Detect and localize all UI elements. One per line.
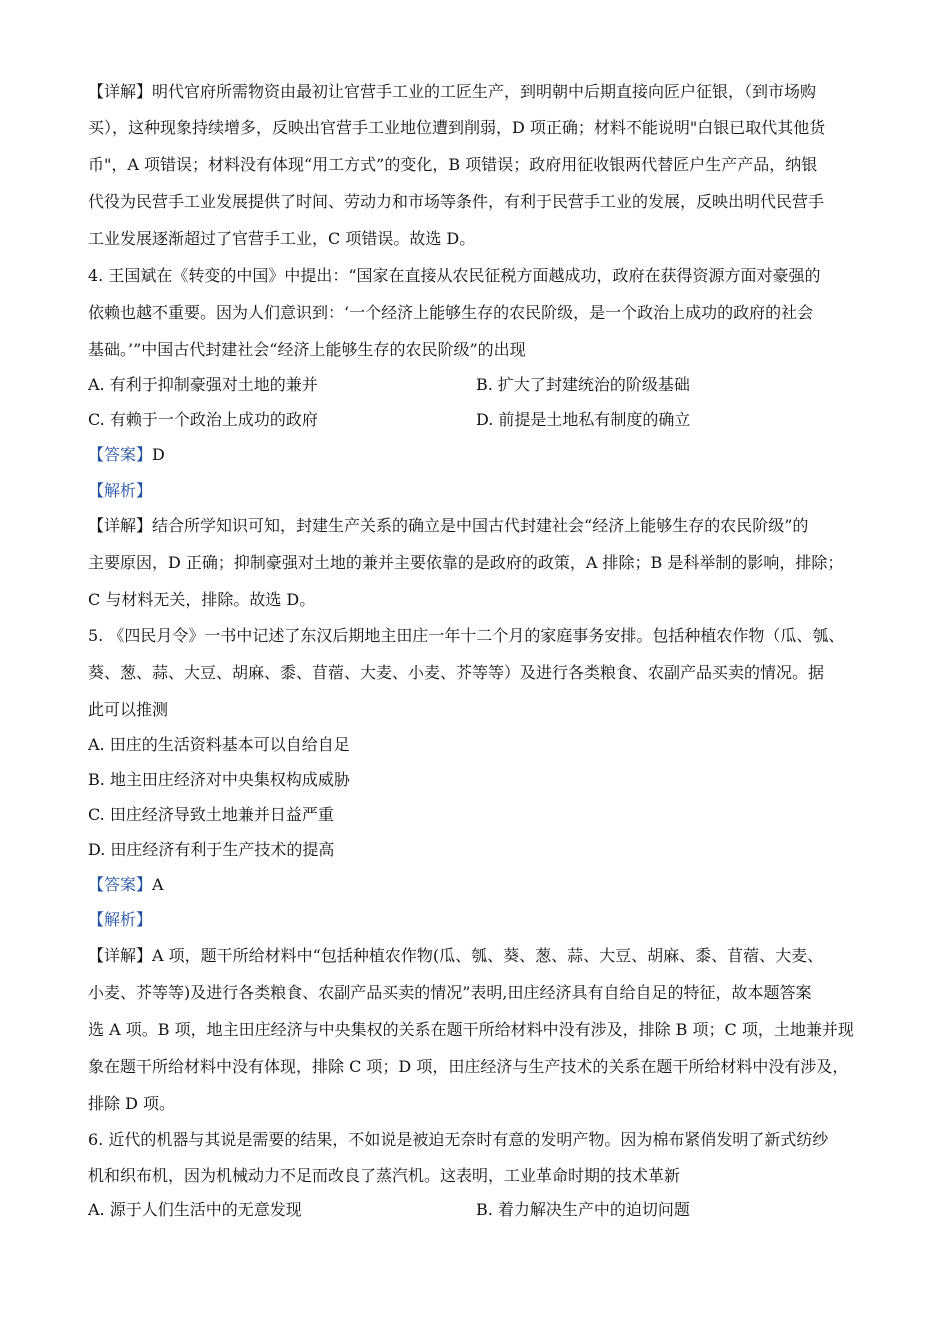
q5-option-d: D. 田庄经济有利于生产技术的提高 xyxy=(88,840,335,859)
q5-detail-line-2: 小麦、芥等等)及进行各类粮食、农副产品买卖的情况”表明,田庄经济具有自给自足的特征，故本题答案 xyxy=(88,983,812,1002)
q3-detail-line-4: 代役为民营手工业发展提供了时间、劳动力和市场等条件，有利于民营手工业的发展，反映出明代民营手 xyxy=(88,192,825,211)
q3-detail-line-2: 买），这种现象持续增多，反映出官营手工业地位遭到削弱，D 项正确；材料不能说明"白银已取代其他货 xyxy=(88,118,826,137)
q3-detail-line-1: 【详解】明代官府所需物资由最初让官营手工业的工匠生产，到明朝中后期直接向匠户征银，（到市场购 xyxy=(88,82,817,101)
q4-stem-line-2: 依赖也越不重要。因为人们意识到：‘一个经济上能够生存的农民阶级，是一个政治上成功的政府的社会 xyxy=(88,303,814,322)
q4-option-d: D. 前提是土地私有制度的确立 xyxy=(476,410,691,429)
q4-detail-line-2: 主要原因，D 正确；抑制豪强对土地的兼并主要依靠的是政府的政策，A 排除；B 是科举制的影响，排除； xyxy=(88,553,844,572)
answer-tag: 【答案】 xyxy=(88,445,153,464)
q4-option-a: A. 有利于抑制豪强对土地的兼并 xyxy=(88,375,318,394)
answer-value: D xyxy=(152,445,165,464)
q5-option-c: C. 田庄经济导致土地兼并日益严重 xyxy=(88,805,334,824)
answer-value: A xyxy=(152,875,164,894)
q5-detail-line-4: 象在题干所给材料中没有体现，排除 C 项；D 项，田庄经济与生产技术的关系在题干所给材料中没有涉及， xyxy=(88,1057,849,1076)
q4-answer xyxy=(88,445,878,465)
detail-tag: 【详解】 xyxy=(88,82,153,101)
q3-detail-line-3: 币"，A 项错误；材料没有体现“用工方式”的变化，B 项错误；政府用征收银两代替匠户生产产品，纳银 xyxy=(88,155,818,174)
q5-analysis-tag: 【解析】 xyxy=(88,910,153,929)
q5-stem-line-2: 葵、葱、蒜、大豆、胡麻、黍、苜蓿、大麦、小麦、芥等等）及进行各类粮食、农副产品买卖的情况。据 xyxy=(88,663,825,682)
q5-detail-line-5: 排除 D 项。 xyxy=(88,1094,176,1113)
q4-stem-line-3: 基础。’”中国古代封建社会“经济上能够生存的农民阶级”的出现 xyxy=(88,340,526,359)
q3-detail-line-5: 工业发展逐渐超过了官营手工业，C 项错误。故选 D。 xyxy=(88,229,476,248)
q4-option-b: B. 扩大了封建统治的阶级基础 xyxy=(476,375,690,394)
q6-stem-line-2: 机和织布机，因为机械动力不足而改良了蒸汽机。这表明，工业革命时期的技术革新 xyxy=(88,1166,681,1185)
q4-detail-line-3: C 与材料无关，排除。故选 D。 xyxy=(88,590,316,609)
q4-option-c: C. 有赖于一个政治上成功的政府 xyxy=(88,410,318,429)
q6-option-b: B. 着力解决生产中的迫切问题 xyxy=(476,1200,690,1219)
q5-detail-line-1: 【详解】A 项，题干所给材料中“包括种植农作物(瓜、瓠、葵、葱、蒜、大豆、胡麻、黍、苜蓿、大麦、 xyxy=(88,946,824,965)
q5-detail-line-3: 选 A 项。B 项，地主田庄经济与中央集权的关系在题干所给材料中没有涉及，排除 B 项；C 项，土地兼并现 xyxy=(88,1020,854,1039)
q4-stem-line-1: 4. 王国斌在《转变的中国》中提出：“国家在直接从农民征税方面越成功，政府在获得资源方面对豪强的 xyxy=(88,266,821,285)
q6-stem-line-1: 6. 近代的机器与其说是需要的结果，不如说是被迫无奈时有意的发明产物。因为棉布紧俏发明了新式纺纱 xyxy=(88,1130,829,1149)
q4-detail-line-1: 【详解】结合所学知识可知，封建生产关系的确立是中国古代封建社会“经济上能够生存的农民阶级”的 xyxy=(88,516,809,535)
detail-tag: 【详解】 xyxy=(88,946,153,965)
answer-tag: 【答案】 xyxy=(88,875,153,894)
q5-option-a: A. 田庄的生活资料基本可以自给自足 xyxy=(88,735,350,754)
q5-option-b: B. 地主田庄经济对中央集权构成威胁 xyxy=(88,770,350,789)
q5-stem-line-3: 此可以推测 xyxy=(88,700,169,719)
detail-tag: 【详解】 xyxy=(88,516,153,535)
q6-option-a: A. 源于人们生活中的无意发现 xyxy=(88,1200,302,1219)
q4-analysis-tag: 【解析】 xyxy=(88,481,153,500)
q5-answer xyxy=(88,875,878,895)
q5-stem-line-1: 5. 《四民月令》一书中记述了东汉后期地主田庄一年十二个月的家庭事务安排。包括种植农作物（瓜、瓠、 xyxy=(88,626,845,645)
